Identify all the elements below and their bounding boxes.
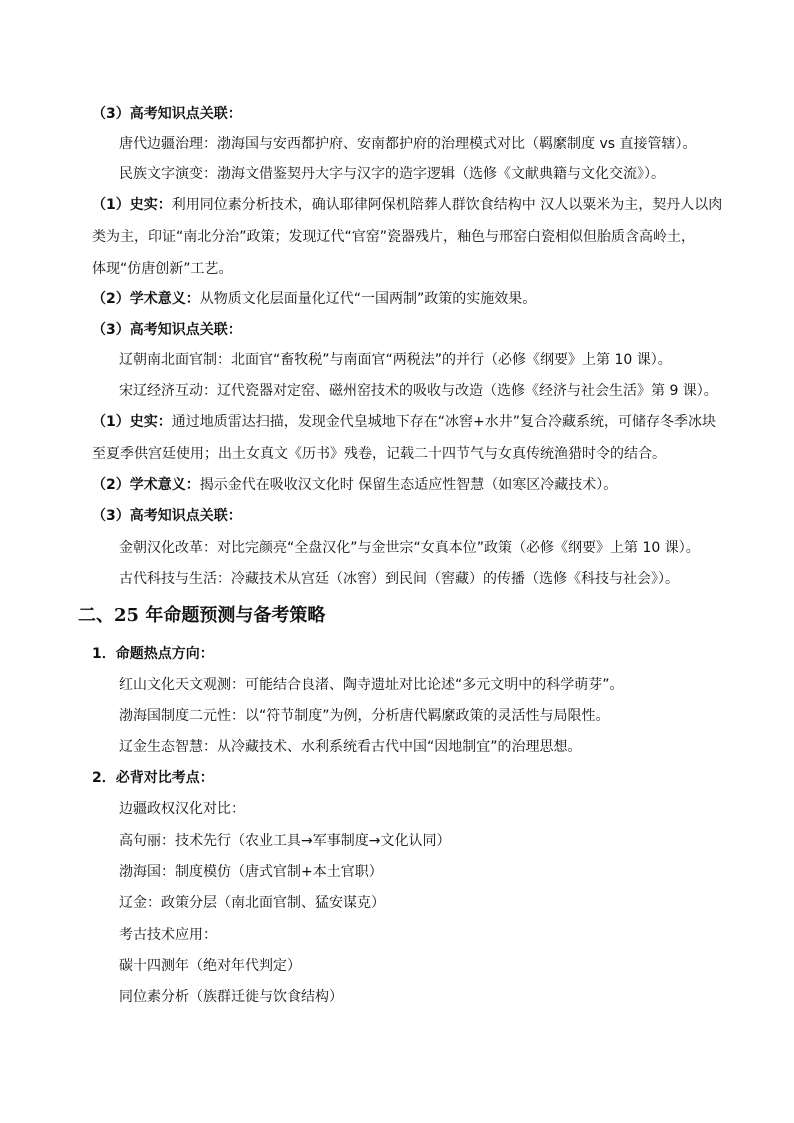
paragraph-line: 宋辽经济互动：辽代瓷器对定窑、磁州窑技术的吸收与改造（选修《经济与社会生活》第 9 课）。 [119,383,718,399]
list-item: 渤海国：制度模仿（唐式官制+本土官职） [119,864,383,880]
paragraph-line: 红山文化天文观测：可能结合良渚、陶寺遗址对比论述“多元文明中的科学萌芽”。 [119,677,624,693]
paragraph-line [92,196,722,214]
paragraph-line: 辽金生态智慧：从冷藏技术、水利系统看古代中国“因地制宜”的治理思想。 [119,739,582,755]
label-content: 通过地质雷达扫描，发现金代皇城地下存在“冰窖+水井”复合冷藏系统，可储存冬季冰块 [171,414,716,430]
paragraph-line: 唐代边疆治理：渤海国与安西都护府、安南都护府的治理模式对比（羁縻制度 vs 直接管辖）。 [119,136,697,152]
paragraph-line: 考古技术应用： [119,927,217,943]
section-heading: 二、25 年命题预测与备考策略 [78,605,326,626]
subsection-heading: （3）高考知识点关联： [92,322,242,338]
label-prefix: （1）史实： [92,197,172,213]
list-item: 辽金：政策分层（南北面官制、猛安谋克） [119,895,385,911]
paragraph-line: 类为主，印证“南北分治”政策；发现辽代“官窑”瓷器残片，釉色与邢窑白瓷相似但胎质含高岭土， [92,229,696,245]
subsection-heading: 2．必背对比考点： [92,770,214,786]
list-item: 同位素分析（族群迁徙与饮食结构） [119,989,343,1005]
paragraph-line [92,413,716,431]
paragraph-line: 古代科技与生活：冷藏技术从宫廷（冰窖）到民间（窖藏）的传播（选修《科技与社会》）。 [119,571,679,587]
paragraph-line: 体现“仿唐创新”工艺。 [92,261,233,277]
subsection-heading: 1．命题热点方向： [92,646,214,662]
paragraph-line: 渤海国制度二元性：以“符节制度”为例，分析唐代羁縻政策的灵活性与局限性。 [119,708,610,724]
paragraph-line: 边疆政权汉化对比： [119,801,245,817]
paragraph-line [92,476,617,494]
paragraph-line: 金朝汉化改革：对比完颜亮“全盘汉化”与金世宗“女真本位”政策（必修《纲要》上第 10 课）。 [119,540,700,556]
list-item: 碳十四测年（绝对年代判定） [119,958,301,974]
label-content: 揭示金代在吸收汉文化时 保留生态适应性智慧（如寒区冷藏技术）。 [199,477,618,493]
subsection-heading: （3）高考知识点关联： [92,106,242,122]
label-prefix: （2）学术意义： [92,477,200,493]
label-prefix: （2）学术意义： [92,291,200,307]
paragraph-line [92,290,536,308]
label-prefix: （1）史实： [92,414,172,430]
paragraph-line: 辽朝南北面官制：北面官“畜牧税”与南面官“两税法”的并行（必修《纲要》上第 10 课）。 [119,352,672,368]
subsection-heading: （3）高考知识点关联： [92,508,242,524]
label-content: 从物质文化层面量化辽代“一国两制”政策的实施效果。 [199,291,537,307]
list-item: 高句丽：技术先行（农业工具→军事制度→文化认同） [119,833,451,849]
paragraph-line: 民族文字演变：渤海文借鉴契丹大字与汉字的造字逻辑（选修《文献典籍与文化交流》）。 [119,166,665,182]
label-content: 利用同位素分析技术，确认耶律阿保机陪葬人群饮食结构中 汉人以粟米为主，契丹人以肉 [171,197,723,213]
paragraph-line: 至夏季供宫廷使用；出土女真文《历书》残卷，记载二十四节气与女真传统渔猎时令的结合。 [92,446,666,462]
